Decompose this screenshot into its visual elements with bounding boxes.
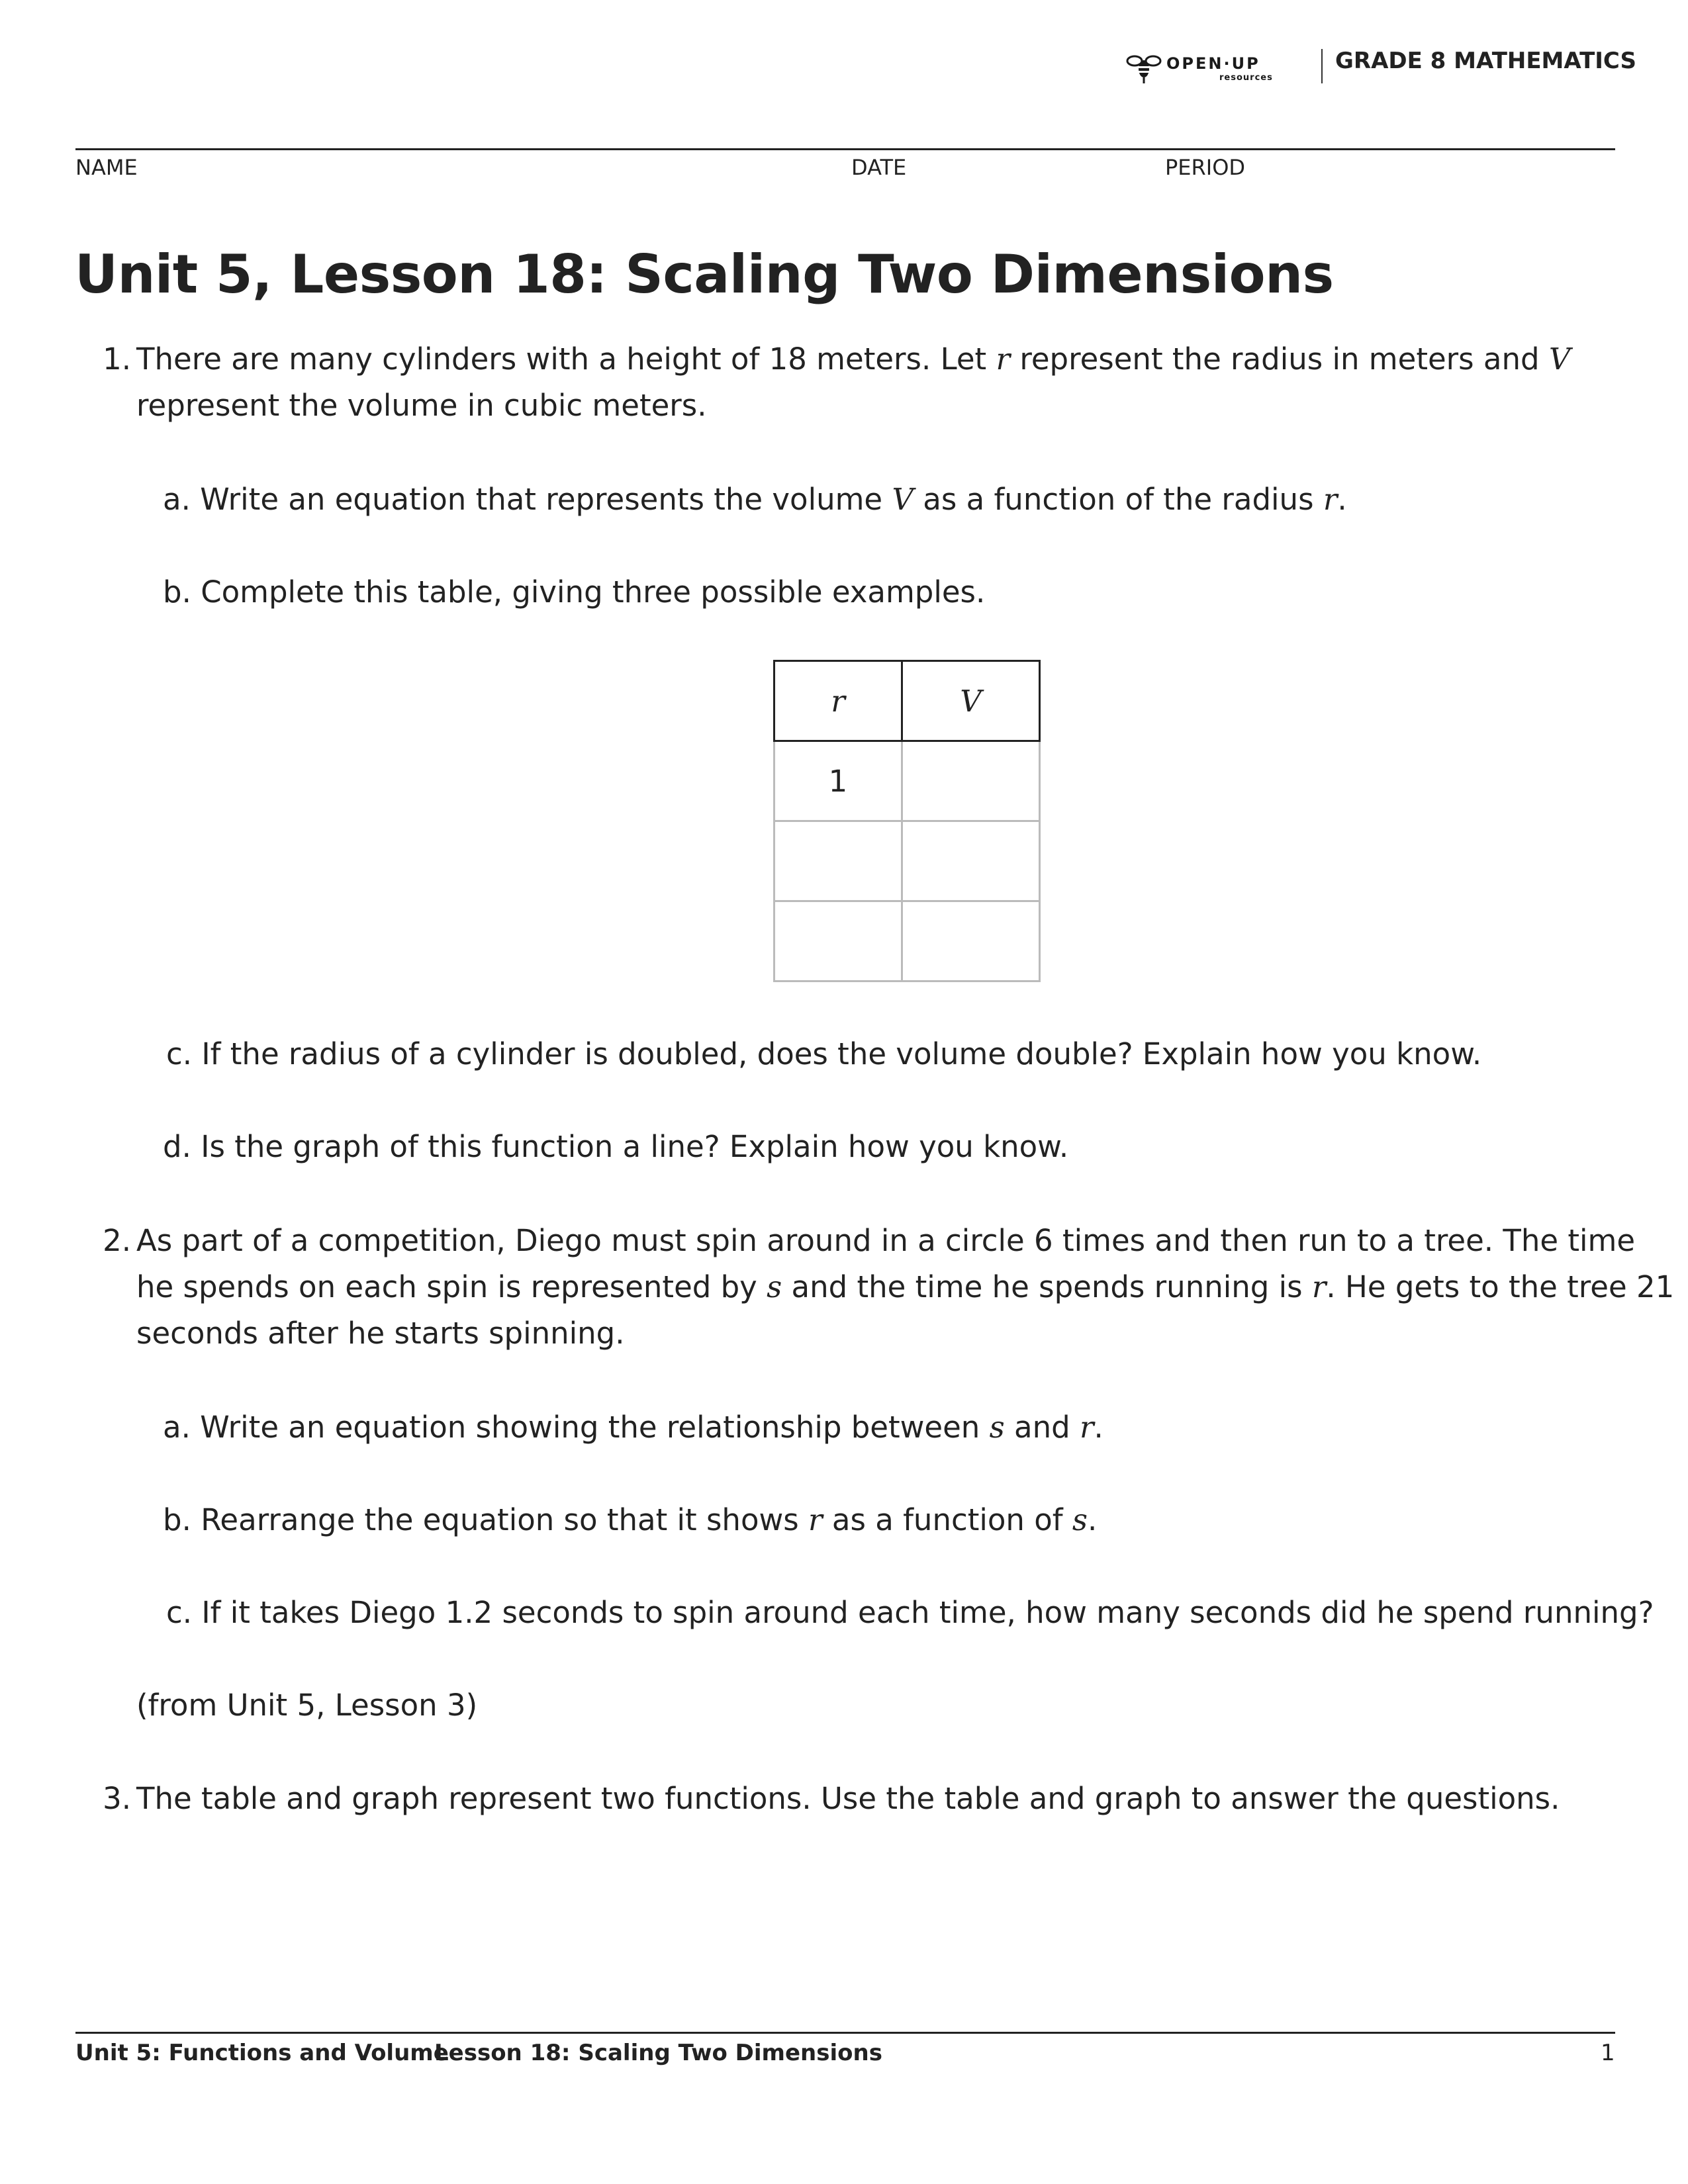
- question-1b: b. Complete this table, giving three possible examples.: [163, 574, 986, 610]
- question-2-line-1: As part of a competition, Diego must spin around in a circle 6 times and then run to a tree. The time: [136, 1223, 1636, 1258]
- header-divider: [1321, 49, 1323, 83]
- date-field-label: DATE: [851, 155, 907, 180]
- period-field-label: PERIOD: [1165, 155, 1246, 180]
- table-cell-r[interactable]: [774, 821, 902, 901]
- question-2-number: 2.: [103, 1223, 131, 1258]
- question-2c: c. If it takes Diego 1.2 seconds to spin around each time, how many seconds did he spend running?: [166, 1595, 1654, 1630]
- question-1-line-2: represent the volume in cubic meters.: [136, 388, 707, 423]
- question-1c: c. If the radius of a cylinder is doubled, does the volume double? Explain how you know.: [166, 1036, 1482, 1071]
- table-header-v: V: [902, 661, 1040, 741]
- table-cell-v[interactable]: [902, 901, 1040, 981]
- table-header-row: [774, 661, 1040, 741]
- table-row: [774, 741, 1040, 821]
- table-header-r: r: [774, 661, 902, 741]
- page-title: Unit 5, Lesson 18: Scaling Two Dimensions: [75, 244, 1334, 305]
- page-number: 1: [1601, 2040, 1615, 2066]
- r-v-table: [773, 660, 1041, 982]
- question-1a: a. Write an equation that represents the volume V as a function of the radius r.: [163, 482, 1347, 517]
- question-1-number: 1.: [103, 341, 131, 377]
- logo-text-open-up: OPEN·UP: [1166, 54, 1260, 73]
- question-1-line-1: There are many cylinders with a height of 18 meters. Let r represent the radius in meters and V: [136, 341, 1571, 377]
- table-cell-r: 1: [774, 741, 902, 821]
- question-2-line-3: seconds after he starts spinning.: [136, 1316, 625, 1351]
- question-2a: a. Write an equation showing the relationship between s and r.: [163, 1410, 1103, 1445]
- name-field-label: NAME: [75, 155, 138, 180]
- question-3-text: The table and graph represent two functions. Use the table and graph to answer the questions.: [136, 1781, 1560, 1816]
- bee-icon: [1125, 49, 1162, 86]
- footer-rule: [75, 2032, 1615, 2034]
- table-cell-v[interactable]: [902, 821, 1040, 901]
- question-2-line-2: he spends on each spin is represented by s and the time he spends running is r. He gets to the tree 21: [136, 1269, 1675, 1304]
- question-2-source: (from Unit 5, Lesson 3): [136, 1688, 478, 1723]
- question-3-number: 3.: [103, 1781, 131, 1816]
- grade-label: GRADE 8 MATHEMATICS: [1335, 48, 1636, 74]
- question-1d: d. Is the graph of this function a line? Explain how you know.: [163, 1129, 1069, 1164]
- table-row: [774, 901, 1040, 981]
- question-2b: b. Rearrange the equation so that it shows r as a function of s.: [163, 1502, 1098, 1537]
- table-cell-r[interactable]: [774, 901, 902, 981]
- header-rule: [75, 148, 1615, 150]
- open-up-resources-logo: [1125, 49, 1297, 86]
- footer-lesson: Lesson 18: Scaling Two Dimensions: [434, 2040, 882, 2066]
- table-row: [774, 821, 1040, 901]
- logo-text-resources: resources: [1219, 73, 1273, 83]
- table-cell-v[interactable]: [902, 741, 1040, 821]
- footer-unit: Unit 5: Functions and Volume: [75, 2040, 449, 2066]
